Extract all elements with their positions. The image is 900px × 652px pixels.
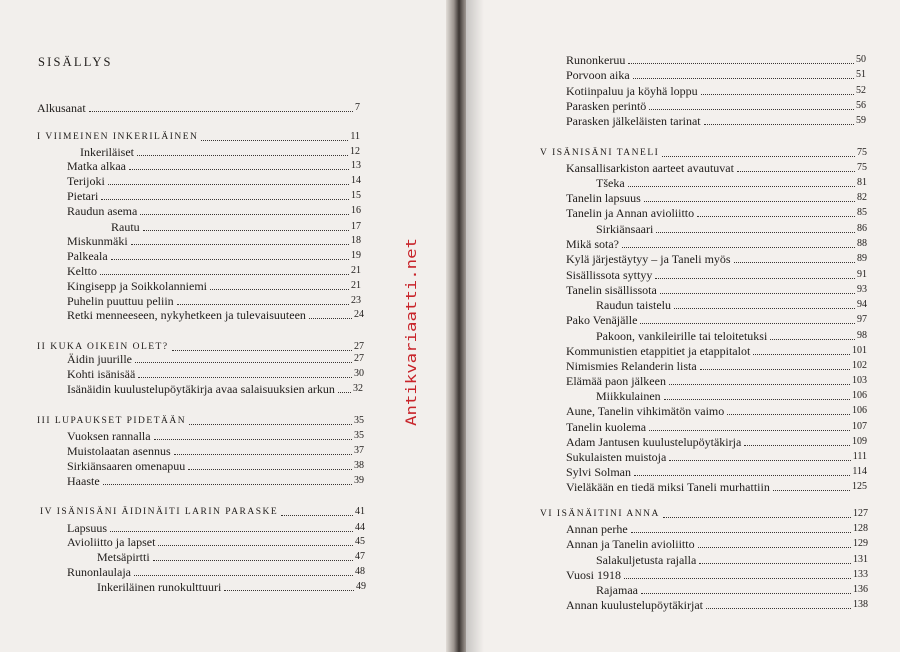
toc-entry-title: Inkeriläinen runokulttuuri <box>97 580 222 594</box>
toc-entry-aune-tanelin-vihkimaton-vaimo <box>566 404 867 418</box>
toc-entry-title: Mikä sota? <box>566 237 619 251</box>
toc-entry-avioliitto-ja-lapset <box>67 535 365 549</box>
dot-leader <box>111 259 349 260</box>
dot-leader <box>628 63 854 64</box>
watermark-text: Antikvariaatti.net <box>404 268 420 426</box>
toc-entry-title: Parasken jälkeläisten tarinat <box>566 114 701 128</box>
toc-entry-title: Annan kuulustelupöytäkirjat <box>566 598 703 612</box>
dot-leader <box>727 414 850 415</box>
toc-entry-title: Kingisepp ja Soikkolanniemi <box>67 279 207 293</box>
toc-page-number: 41 <box>355 506 365 517</box>
toc-page-number: 138 <box>853 599 868 610</box>
toc-page-number: 85 <box>857 207 867 218</box>
dot-leader <box>674 308 855 309</box>
dot-leader <box>108 184 349 185</box>
toc-page-number: 23 <box>351 295 361 306</box>
toc-page-number: 16 <box>351 205 361 216</box>
toc-entry-lapsuus <box>67 521 365 535</box>
toc-entry-title: Tanelin lapsuus <box>566 191 641 205</box>
toc-entry-matka-alkaa <box>67 159 361 173</box>
toc-entry-title: Vuoksen rannalla <box>67 429 151 443</box>
dot-leader <box>153 560 353 561</box>
toc-entry-kingisepp-ja-soikkolanniemi <box>67 279 361 293</box>
toc-page-number: 56 <box>856 100 866 111</box>
toc-page-number: 18 <box>351 235 361 246</box>
toc-page-number: 21 <box>351 280 361 291</box>
toc-entry-sisallissota-syttyy <box>566 268 867 282</box>
toc-entry-title: Äidin juurille <box>67 352 132 366</box>
toc-part-i-viimeinen-inkerilainen <box>37 130 360 144</box>
toc-page-number: 111 <box>852 451 867 462</box>
toc-entry-title: Sirkiänsaari <box>596 222 654 236</box>
toc-entry-title: Kohti isänisää <box>67 367 136 381</box>
toc-entry-title: Inkeriläiset <box>80 145 134 159</box>
dot-leader <box>660 293 855 294</box>
toc-entry-title: Aune, Tanelin vihkimätön vaimo <box>566 404 725 418</box>
dot-leader <box>281 515 353 516</box>
toc-entry-kotiinpaluu-ja-koyha-loppu <box>566 84 866 98</box>
toc-entry-rautu <box>111 220 361 234</box>
dot-leader <box>131 244 349 245</box>
dot-leader <box>662 156 855 157</box>
dot-leader <box>655 278 855 279</box>
dot-leader <box>110 531 353 532</box>
dot-leader <box>177 304 349 305</box>
toc-entry-title: Puhelin puuttuu peliin <box>67 294 174 308</box>
toc-page-number: 114 <box>852 466 867 477</box>
toc-entry-title: Vieläkään en tiedä miksi Taneli murhattiin <box>566 480 770 494</box>
toc-entry-alkusanat <box>37 101 360 115</box>
toc-entry-title: Pakoon, vankileirille tai teloitetuksi <box>596 329 768 343</box>
toc-page-number: 86 <box>857 223 867 234</box>
toc-entry-parasken-jalkelaisten-tarinat <box>566 114 866 128</box>
toc-page-number: 17 <box>351 221 361 232</box>
toc-entry-title: Pietari <box>67 189 99 203</box>
dot-leader <box>744 445 850 446</box>
toc-page-number: 27 <box>354 353 364 364</box>
dot-leader <box>140 214 349 215</box>
dot-leader <box>210 289 349 290</box>
toc-entry-title: Vuosi 1918 <box>566 568 621 582</box>
dot-leader <box>174 454 352 455</box>
toc-page-number: 51 <box>856 69 866 80</box>
toc-page-number: 128 <box>853 523 868 534</box>
toc-part-iv-isanisani-aidinaiti-larin-paraske <box>40 505 365 519</box>
toc-entry-title: Annan ja Tanelin avioliitto <box>566 537 695 551</box>
toc-entry-runonlaulaja <box>67 565 365 579</box>
toc-page-number: 109 <box>852 436 867 447</box>
dot-leader <box>137 155 348 156</box>
toc-entry-title: Parasken perintö <box>566 99 647 113</box>
toc-page-number: 19 <box>351 250 361 261</box>
toc-page-number: 93 <box>857 284 867 295</box>
toc-page-number: 7 <box>355 102 360 113</box>
toc-entry-terijoki <box>67 174 361 188</box>
toc-page-number: 129 <box>853 538 868 549</box>
toc-entry-title: Pako Venäjälle <box>566 313 638 327</box>
dot-leader <box>103 484 352 485</box>
dot-leader <box>224 590 354 591</box>
toc-entry-inkerilainen-runokulttuuri <box>97 580 366 594</box>
toc-entry-title: V ISÄNISÄNI TANELI <box>540 148 660 158</box>
toc-page-number: 11 <box>350 131 360 142</box>
toc-entry-sirkiansaari <box>596 222 867 236</box>
toc-entry-title: Raudun asema <box>67 204 138 218</box>
toc-entry-title: Keltto <box>67 264 97 278</box>
toc-entry-porvoon-aika <box>566 68 866 82</box>
toc-page-number: 13 <box>351 160 361 171</box>
dot-leader <box>101 199 349 200</box>
toc-entry-kansallisarkiston-aarteet-avautuvat <box>566 161 867 175</box>
toc-entry-title: Runonlaulaja <box>67 565 131 579</box>
toc-entry-title: Miskunmäki <box>67 234 128 248</box>
dot-leader <box>189 424 352 425</box>
toc-entry-tanelin-sisallissota <box>566 283 867 297</box>
toc-part-iii-lupaukset-pidetaan <box>37 414 364 428</box>
dot-leader <box>135 362 352 363</box>
toc-page-number: 102 <box>852 360 867 371</box>
dot-leader <box>669 384 850 385</box>
toc-entry-raudun-asema <box>67 204 361 218</box>
toc-page-number: 35 <box>354 415 364 426</box>
toc-entry-puhelin-puuttuu-peliin <box>67 294 361 308</box>
toc-entry-raudun-taistelu <box>596 298 867 312</box>
dot-leader <box>201 140 348 141</box>
toc-entry-title: Sirkiänsaaren omenapuu <box>67 459 186 473</box>
toc-page-number: 131 <box>853 554 868 565</box>
dot-leader <box>737 171 855 172</box>
toc-entry-vuoksen-rannalla <box>67 429 364 443</box>
toc-entry-title: Metsäpirtti <box>97 550 150 564</box>
toc-page-number: 106 <box>852 390 867 401</box>
toc-page-number: 44 <box>355 522 365 533</box>
toc-entry-mika-sota <box>566 237 867 251</box>
dot-leader <box>701 94 854 95</box>
toc-page-number: 133 <box>853 569 868 580</box>
toc-entry-rajamaa <box>596 583 868 597</box>
toc-entry-runonkeruu <box>566 53 866 67</box>
toc-page-number: 48 <box>355 566 365 577</box>
dot-leader <box>773 490 850 491</box>
toc-entry-retki-menneeseen-nykyhetkeen-ja-tulevaisuuteen <box>67 308 364 322</box>
toc-entry-title: Kommunistien etappitiet ja etappitalot <box>566 344 751 358</box>
toc-entry-title: Tanelin sisällissota <box>566 283 657 297</box>
toc-entry-adam-jantusen-kuulustelupoytakirja <box>566 435 867 449</box>
page-heading: SISÄLLYS <box>38 55 113 69</box>
dot-leader <box>698 547 851 548</box>
toc-entry-title: Lapsuus <box>67 521 107 535</box>
dot-leader <box>649 430 850 431</box>
dot-leader <box>700 369 850 370</box>
toc-entry-inkerilaiset <box>80 145 360 159</box>
toc-entry-title: Isänäidin kuulustelupöytäkirja avaa salaisuuksien arkun <box>67 382 335 396</box>
toc-page-number: 98 <box>857 330 867 341</box>
toc-page-number: 75 <box>857 162 867 173</box>
toc-page-number: 47 <box>355 551 365 562</box>
toc-entry-vuosi-1918 <box>566 568 868 582</box>
dot-leader <box>669 460 850 461</box>
dot-leader <box>631 532 851 533</box>
toc-entry-annan-perhe <box>566 522 868 536</box>
toc-entry-haaste <box>67 474 364 488</box>
toc-entry-muistolaatan-asennus <box>67 444 364 458</box>
dot-leader <box>309 318 352 319</box>
dot-leader <box>338 392 351 393</box>
toc-entry-aidin-juurille <box>67 352 364 366</box>
toc-page-number: 50 <box>856 54 866 65</box>
toc-page-number: 39 <box>354 475 364 486</box>
toc-page-number: 82 <box>857 192 867 203</box>
dot-leader <box>134 575 353 576</box>
toc-page-number: 45 <box>355 536 365 547</box>
toc-entry-title: II KUKA OIKEIN OLET? <box>37 342 169 352</box>
dot-leader <box>158 545 353 546</box>
dot-leader <box>753 354 850 355</box>
toc-entry-title: Kansallisarkiston aarteet avautuvat <box>566 161 734 175</box>
toc-entry-annan-kuulustelupoytakirjat <box>566 598 868 612</box>
toc-entry-title: Muistolaatan asennus <box>67 444 171 458</box>
dot-leader <box>188 469 352 470</box>
toc-page-number: 38 <box>354 460 364 471</box>
dot-leader <box>154 439 352 440</box>
toc-page-number: 136 <box>853 584 868 595</box>
toc-page-number: 21 <box>351 265 361 276</box>
dot-leader <box>622 247 855 248</box>
toc-page-number: 12 <box>350 146 360 157</box>
toc-page-number: 103 <box>852 375 867 386</box>
toc-entry-kyla-jarjestaytyy-ja-taneli-myos <box>566 252 867 266</box>
toc-entry-title: Sylvi Solman <box>566 465 632 479</box>
toc-entry-tanelin-ja-annan-avioliitto <box>566 206 867 220</box>
toc-entry-title: Palkeala <box>67 249 108 263</box>
toc-page-number: 15 <box>351 190 361 201</box>
toc-entry-title: VI ISÄNÄITINI ANNA <box>540 509 660 519</box>
toc-entry-keltto <box>67 264 361 278</box>
toc-entry-miskunmaki <box>67 234 361 248</box>
dot-leader <box>706 608 851 609</box>
toc-entry-pako-venajalle <box>566 313 867 327</box>
dot-leader <box>649 109 854 110</box>
dot-leader <box>633 78 854 79</box>
toc-entry-title: Rautu <box>111 220 140 234</box>
toc-entry-title: Haaste <box>67 474 100 488</box>
toc-page-number: 32 <box>353 383 363 394</box>
dot-leader <box>697 216 855 217</box>
dot-leader <box>770 339 855 340</box>
dot-leader <box>664 399 850 400</box>
dot-leader <box>129 169 349 170</box>
dot-leader <box>734 262 855 263</box>
toc-entry-sylvi-solman <box>566 465 867 479</box>
toc-page-number: 89 <box>857 253 867 264</box>
dot-leader <box>640 323 855 324</box>
dot-leader <box>138 377 352 378</box>
toc-part-vi-isanaitini-anna <box>540 507 868 521</box>
toc-page-number: 49 <box>356 581 366 592</box>
dot-leader <box>699 563 851 564</box>
dot-leader <box>704 124 854 125</box>
toc-entry-title: Tanelin kuolema <box>566 420 647 434</box>
toc-entry-nimismies-relanderin-lista <box>566 359 867 373</box>
toc-entry-title: Sisällissota syttyy <box>566 268 653 282</box>
toc-entry-tanelin-kuolema <box>566 420 867 434</box>
toc-entry-sirkiansaaren-omenapuu <box>67 459 364 473</box>
dot-leader <box>634 475 850 476</box>
toc-entry-kohti-isanisaa <box>67 367 364 381</box>
toc-entry-salakuljetusta-rajalla <box>596 553 868 567</box>
toc-page-number: 75 <box>857 147 867 158</box>
toc-entry-tseka <box>596 176 867 190</box>
toc-entry-parasken-perinto <box>566 99 866 113</box>
toc-entry-title: Porvoon aika <box>566 68 630 82</box>
toc-page-number: 27 <box>354 341 364 352</box>
toc-entry-title: Avioliitto ja lapset <box>67 535 156 549</box>
toc-page-number: 125 <box>852 481 867 492</box>
dot-leader <box>656 232 855 233</box>
toc-entry-annan-ja-tanelin-avioliitto <box>566 537 868 551</box>
toc-page-number: 52 <box>856 85 866 96</box>
dot-leader <box>100 274 349 275</box>
toc-entry-title: Salakuljetusta rajalla <box>596 553 697 567</box>
toc-entry-title: Nimismies Relanderin lista <box>566 359 697 373</box>
toc-page-number: 59 <box>856 115 866 126</box>
toc-page-number: 14 <box>351 175 361 186</box>
toc-entry-pietari <box>67 189 361 203</box>
toc-entry-palkeala <box>67 249 361 263</box>
toc-entry-title: III LUPAUKSET PIDETÄÄN <box>37 416 187 426</box>
toc-entry-title: Tšeka <box>596 176 625 190</box>
dot-leader <box>663 517 851 518</box>
toc-page-number: 81 <box>857 177 867 188</box>
dot-leader <box>143 230 349 231</box>
toc-entry-title: Alkusanat <box>37 101 86 115</box>
toc-entry-metsapirtti <box>97 550 365 564</box>
toc-page-number: 88 <box>857 238 867 249</box>
toc-entry-title: Kylä järjestäytyy – ja Taneli myös <box>566 252 731 266</box>
toc-entry-title: Matka alkaa <box>67 159 126 173</box>
right-page <box>466 0 900 652</box>
toc-page-number: 37 <box>354 445 364 456</box>
toc-page-number: 91 <box>857 269 867 280</box>
toc-page-number: 106 <box>852 405 867 416</box>
toc-page-number: 24 <box>354 309 364 320</box>
dot-leader <box>628 186 855 187</box>
toc-part-v-isanisani-taneli <box>540 146 867 160</box>
toc-entry-title: Annan perhe <box>566 522 628 536</box>
toc-entry-title: Raudun taistelu <box>596 298 671 312</box>
toc-page-number: 35 <box>354 430 364 441</box>
toc-entry-title: Elämää paon jälkeen <box>566 374 666 388</box>
toc-entry-title: Miikkulainen <box>596 389 661 403</box>
toc-entry-miikkulainen <box>596 389 867 403</box>
watermark <box>389 230 429 430</box>
dot-leader <box>624 578 851 579</box>
toc-entry-title: Rajamaa <box>596 583 638 597</box>
dot-leader <box>644 201 855 202</box>
toc-entry-title: Retki menneeseen, nykyhetkeen ja tulevaisuuteen <box>67 308 306 322</box>
toc-entry-sukulaisten-muistoja <box>566 450 867 464</box>
toc-entry-title: IV ISÄNISÄNI ÄIDINÄITI LARIN PARASKE <box>40 507 279 517</box>
toc-entry-pakoon-vankileirille-tai-teloitetuksi <box>596 329 867 343</box>
dot-leader <box>89 111 353 112</box>
toc-entry-vielakaan-en-tieda-miksi-taneli-murhattiin <box>566 480 867 494</box>
toc-page-number: 30 <box>354 368 364 379</box>
toc-entry-isanaidin-kuulustelupoytakirja-avaa-salaisuuksien-arkun <box>67 382 363 396</box>
toc-entry-tanelin-lapsuus <box>566 191 867 205</box>
dot-leader <box>641 593 851 594</box>
dot-leader <box>172 350 352 351</box>
toc-page-number: 101 <box>852 345 867 356</box>
toc-entry-title: Adam Jantusen kuulustelupöytäkirja <box>566 435 742 449</box>
toc-entry-title: Tanelin ja Annan avioliitto <box>566 206 695 220</box>
toc-entry-title: Sukulaisten muistoja <box>566 450 667 464</box>
toc-entry-elamaa-paon-jalkeen <box>566 374 867 388</box>
toc-page-number: 107 <box>852 421 867 432</box>
toc-entry-kommunistien-etappitiet-ja-etappitalot <box>566 344 867 358</box>
toc-page-number: 97 <box>857 314 867 325</box>
toc-entry-title: Terijoki <box>67 174 105 188</box>
toc-page-number: 127 <box>853 508 868 519</box>
toc-page-number: 94 <box>857 299 867 310</box>
toc-entry-title: Runonkeruu <box>566 53 626 67</box>
toc-entry-title: Kotiinpaluu ja köyhä loppu <box>566 84 698 98</box>
toc-entry-title: I VIIMEINEN INKERILÄINEN <box>37 132 199 142</box>
